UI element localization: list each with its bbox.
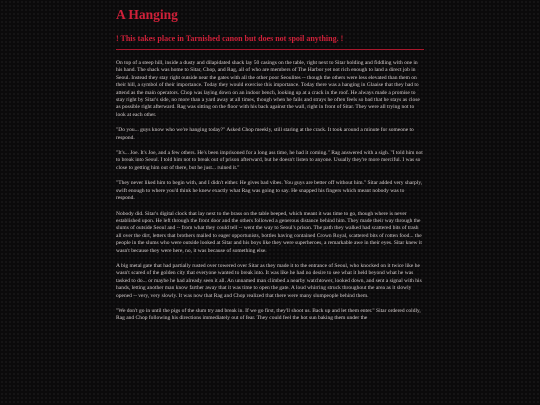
title-divider	[116, 49, 424, 50]
story-body	[116, 60, 424, 323]
story-subtitle: ! This takes place in Tarnished canon but does not spoil anything. !	[116, 34, 344, 43]
story-post	[116, 7, 424, 331]
story-paragraph: "It's... Joe. It's Joe, and a few others. He's been imprisoned for a long ass time, he had it coming." Rag answered with a sigh. "I told him not to break into Seoul. I told him not to break out of prison afterward, but he doesn't listen to anyone. Usually they're more merciful. I was so close to getting him out of there, but he just... ruined it."	[116, 150, 423, 171]
story-paragraph: Nobody did. Sitar's digital clock that lay next to the brass on the table beeped, which meant it was time to go, though where is never established upon. He left through the front door and the others followed a generous distance behind him. They made their way through the slums of outside Seoul and -- from what they could tell -- went the way to Seoul's prison. The path they walked had scattered bits of trash all over the dirt, letters that brothers mailed to eager opportunists, bottles having contained Crown Royal, scattered bits of rotten food... the people in the slums who were outside looked at Sitar and his boys like they were superheroes, a remarkable awe in their eyes. Sitar knew it wasn't because they were here, no, it was because of something else.	[116, 210, 422, 254]
story-title: A Hanging	[116, 7, 178, 22]
story-paragraph: A big metal gate that had partially rusted over towered over Sitar as they made it to the entrance of Seoul, who knocked on it twice like he wasn't scared of the golden city that everyone wanted to break into. It was like he had no desire to see what it held beyond what he was tasked to do... or maybe he had already seen it all. An unnamed man climbed a nearby watchtower, looked down, and sent a signal with his hands, letting another man know farther away that it was time to open the gate. A loud whirring struck throughout the area as it slowly opened -- very, very slowly. It was now that Rag and Chop realized that there were many slumpeople behind them.	[116, 262, 422, 299]
story-paragraph: "They never liked him to begin with, and I didn't either. He gives bad vibes. You guys are better off without him." Sitar added very sharply, swift enough to where you'd think he knew exactly what Rag was going to say. He snapped his fingers which meant nobody was to respond.	[116, 180, 423, 202]
story-paragraph: "We don't go in until the pigs of the slum try and break in. If we go first, they'll shoot us. Back up and let them enter." Sitar ordered coldly, Rag and Chop following his directions immediately out of fear. They could feel the hot sun baking them under the	[116, 307, 421, 322]
story-paragraph: "Do you... guys know who we're hanging today?" Asked Chop meekly, still staring at the crack. It took around a minute for someone to respond.	[116, 127, 414, 141]
story-paragraph: On top of a steep hill, inside a dusty and dilapidated shack lay 50 casings on the table, right next to Sitar holding and fiddling with one in his hand. The shack was home to Sitar, Chop, and Rag, all of who are members of The Harbor yet not rich enough to land a direct job in Seoul. Instead they stay right outside near the gates with all the other poor Seoulites -- though the others were less elevated than them on their hill, a symbol of their importance. Today they would exercise this importance. Today there was a hanging in Glaaise that they had to attend as the main operators. Chop was laying down on an indoor bench, looking up at a crack in the roof. He always made a promise to stay right by Sitar's side, no more than a yard away at all times, though when he fails and strays he often feels so bad that he stays as close as possible right afterward. Rag was sitting on the floor with his back against the wall, right in front of Sitar. They were all trying not to look at each other.	[116, 60, 420, 118]
